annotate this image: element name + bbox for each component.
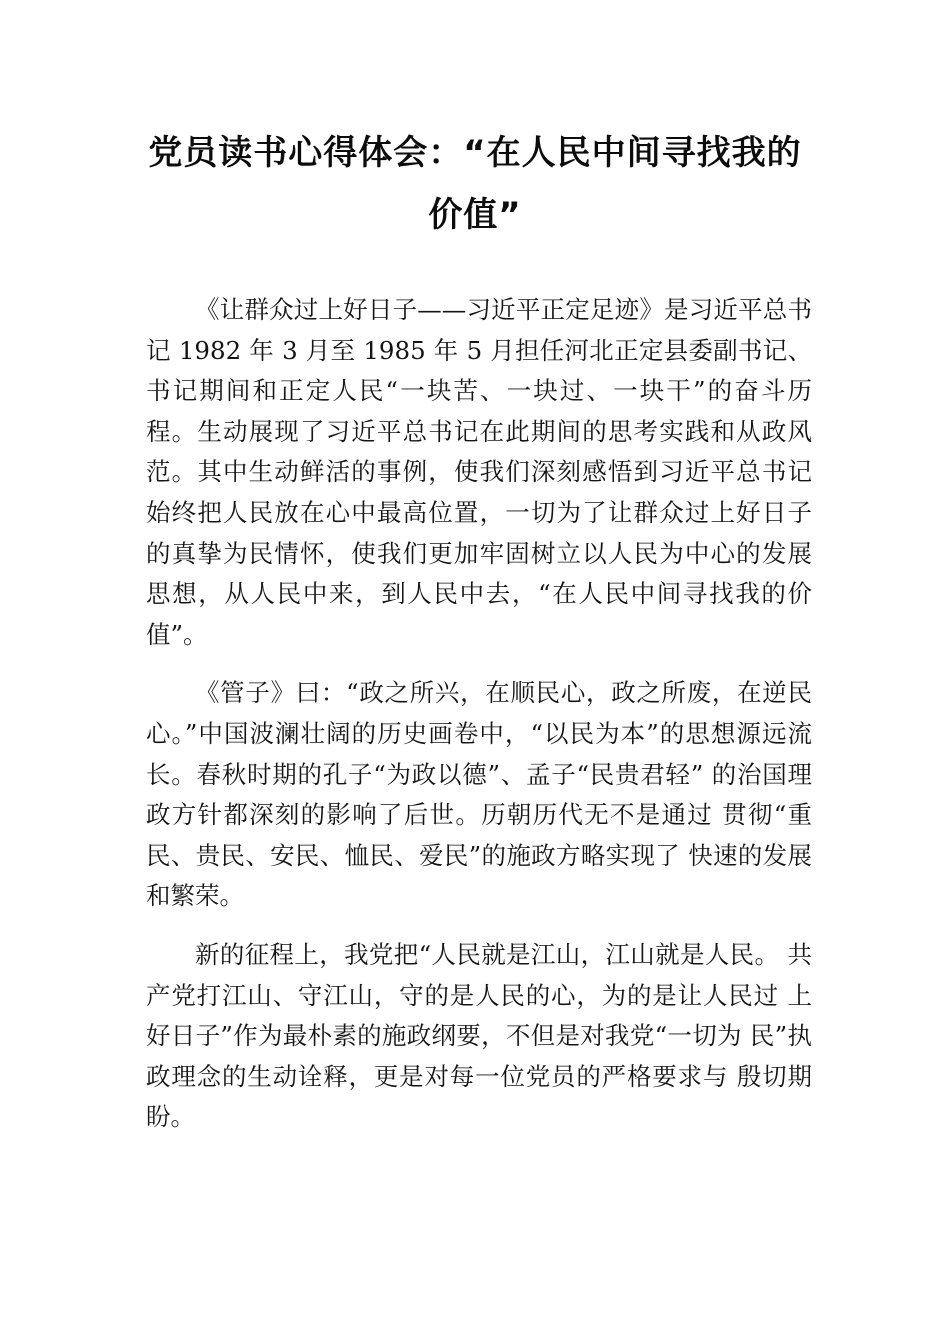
document-body [146, 290, 812, 1156]
paragraph-1: 《让群众过上好日子——习近平正定足迹》是习近平总书记 1982 年 3 月至 1985 年 5 月担任河北正定县委副书记、 书记期间和正定人民“一块苦、一块过、一块干”的奋斗历 程。生动展现了习近平总书记在此期间的思考实践和从政风 范。其中生动鲜活的事例，使我们深刻感悟到习近平总书记 始终把人民放在心中最高位置，一切为了让群众过上好日子 的真挚为民情怀，使我们更加牢固树立以人民为中心的发展 思想，从人民中来，到人民中去，“在人民中间寻找我的价 值”。 [146, 295, 812, 649]
page-title [130, 122, 820, 246]
title-line-2: 价值” [428, 195, 522, 235]
paragraph-3: 新的征程上，我党把“人民就是江山，江山就是人民。 共产党打江山、守江山，守的是人民的心，为的是让人民过 上好日子”作为最朴素的施政纲要，不但是对我党“一切为 民”执政理念的生动诠释，更是对每一位党员的严格要求与 殷切期盼。 [146, 939, 812, 1132]
title-line-1: 党员读书心得体会：“在人民中间寻找我的 [148, 133, 802, 173]
paragraph-2: 《管子》曰：“政之所兴，在顺民心，政之所废，在逆民心。”中国波澜壮阔的历史画卷中，“以民为本”的思想源远流长。春秋时期的孔子“为政以德”、孟子“民贵君轻” 的治国理政方针都深刻的影响了后世。历朝历代无不是通过 贯彻“重民、贵民、安民、恤民、爱民”的施政方略实现了 快速的发展和繁荣。 [146, 678, 812, 911]
